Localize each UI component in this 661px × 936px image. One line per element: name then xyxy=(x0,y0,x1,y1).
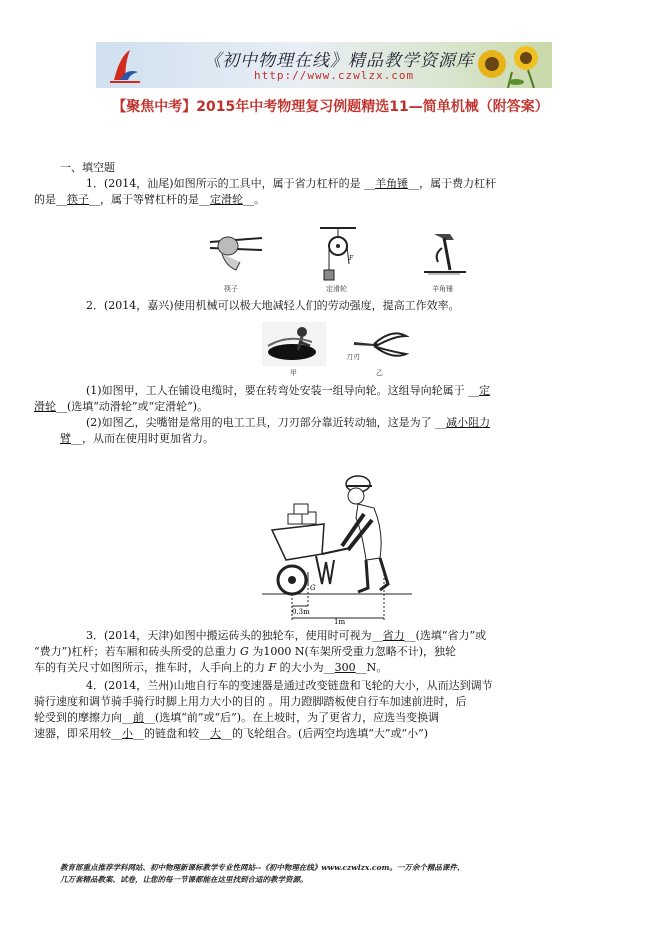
svg-text:F: F xyxy=(349,255,354,262)
dimension-label-small: 0.3m xyxy=(292,608,310,616)
needle-nose-pliers-figure xyxy=(352,326,408,362)
document-title: 【聚焦中考】2015年中考物理复习例题精选11—简单机械（附答案） xyxy=(112,99,549,115)
fixed-pulley-figure xyxy=(318,226,358,284)
answer-4-1: 前 xyxy=(133,711,144,724)
sunflower-image xyxy=(468,42,548,88)
answer-1-3: 定滑轮 xyxy=(210,193,243,206)
dimension-label-large: 1m xyxy=(334,618,346,626)
banner-title: 《初中物理在线》精品教学资源库 xyxy=(204,51,474,71)
question-1: 1．(2014，汕尾)如图所示的工具中，属于省力杠杆的是 __羊角锤__，属于费力杠杆 的是__筷子__，属于等臂杠杆的是__定滑轮__。 xyxy=(34,177,497,206)
fig-label-claw-hammer: 羊角锤 xyxy=(432,285,453,293)
claw-hammer-figure xyxy=(420,228,468,280)
site-logo-icon xyxy=(106,46,142,84)
question-3: 3．(2014，天津)如图中搬运砖头的独轮车，使用时可视为__省力__(选填“省力”或 “费力”)杠杆；若车厢和砖头所受的总重力 G 为1000 N(车架所受重力忽略不计)，独轮 车的有关尺寸如图所示，推车时，人手向上的力 F 的大小为__300__N。 xyxy=(34,629,487,674)
answer-1-2: 筷子 xyxy=(67,193,89,206)
chopsticks-figure xyxy=(206,232,266,282)
answer-4-3: 大 xyxy=(210,727,221,740)
section-heading: 一、填空题 xyxy=(60,161,115,174)
cable-laying-figure xyxy=(262,322,326,366)
answer-3-1: 省力 xyxy=(382,629,405,642)
fig-label-knife-edge: 刀刃 xyxy=(346,353,360,361)
fig-label-yi: 乙 xyxy=(376,369,383,377)
question-4: 4．(2014，兰州)山地自行车的变速器是通过改变链盘和飞轮的大小，从而达到调节 骑行速度和调节骑手骑行时脚上用力大小的目的 。用力蹬脚踏板使自行车加速前进时，后 轮受到的摩擦力向__前__(选填“前”或“后”)。在上坡时，为了更省力，应选当变换调 速器，即采用较__小__的链盘和较__大__的飞轮组合。(后两空均选填“大”或“小”) xyxy=(34,679,493,740)
wheelbarrow-figure xyxy=(262,462,420,624)
weight-label-g: G xyxy=(310,584,316,592)
answer-3-2: 300 xyxy=(334,661,356,674)
answer-2-2a: 减小阻力 xyxy=(446,416,491,429)
question-2-part-1: (1)如图甲，工人在铺设电缆时，要在转弯处安装一组导向轮。这组导向轮属于 __定 滑轮__(选填“动滑轮”或“定滑轮”)。 xyxy=(34,384,491,413)
answer-2-1a: 定 xyxy=(479,384,491,397)
question-2-intro: 2．(2014，嘉兴)使用机械可以极大地减轻人们的劳动强度，提高工作效率。 xyxy=(86,299,460,312)
footer-line-2: 几万套精品教案、试卷，让您的每一节课都能在这里找到合适的教学资源。 xyxy=(60,875,308,884)
answer-2-1b: 滑轮 xyxy=(34,400,56,413)
header-banner xyxy=(96,42,552,88)
fig-label-jia: 甲 xyxy=(290,369,297,377)
banner-url[interactable]: http://www.czwlzx.com xyxy=(254,69,415,82)
answer-4-2: 小 xyxy=(122,727,133,740)
fig-label-chopsticks: 筷子 xyxy=(224,285,238,293)
fig-label-fixed-pulley: 定滑轮 xyxy=(326,285,347,293)
footer-line-1: 教育部重点推荐学科网站、初中物理新课标教学专业性网站--《初中物理在线》www.czwlzx.com。一万余个精品课件、 xyxy=(60,863,465,872)
answer-2-2b: 臂 xyxy=(60,432,71,445)
question-2-part-2: (2)如图乙，尖嘴钳是常用的电工工具，刀刃部分靠近转动轴，这是为了 __减小阻力 臂__，从而在使用时更加省力。 xyxy=(60,416,491,445)
answer-1-1: 羊角锤 xyxy=(375,177,409,190)
